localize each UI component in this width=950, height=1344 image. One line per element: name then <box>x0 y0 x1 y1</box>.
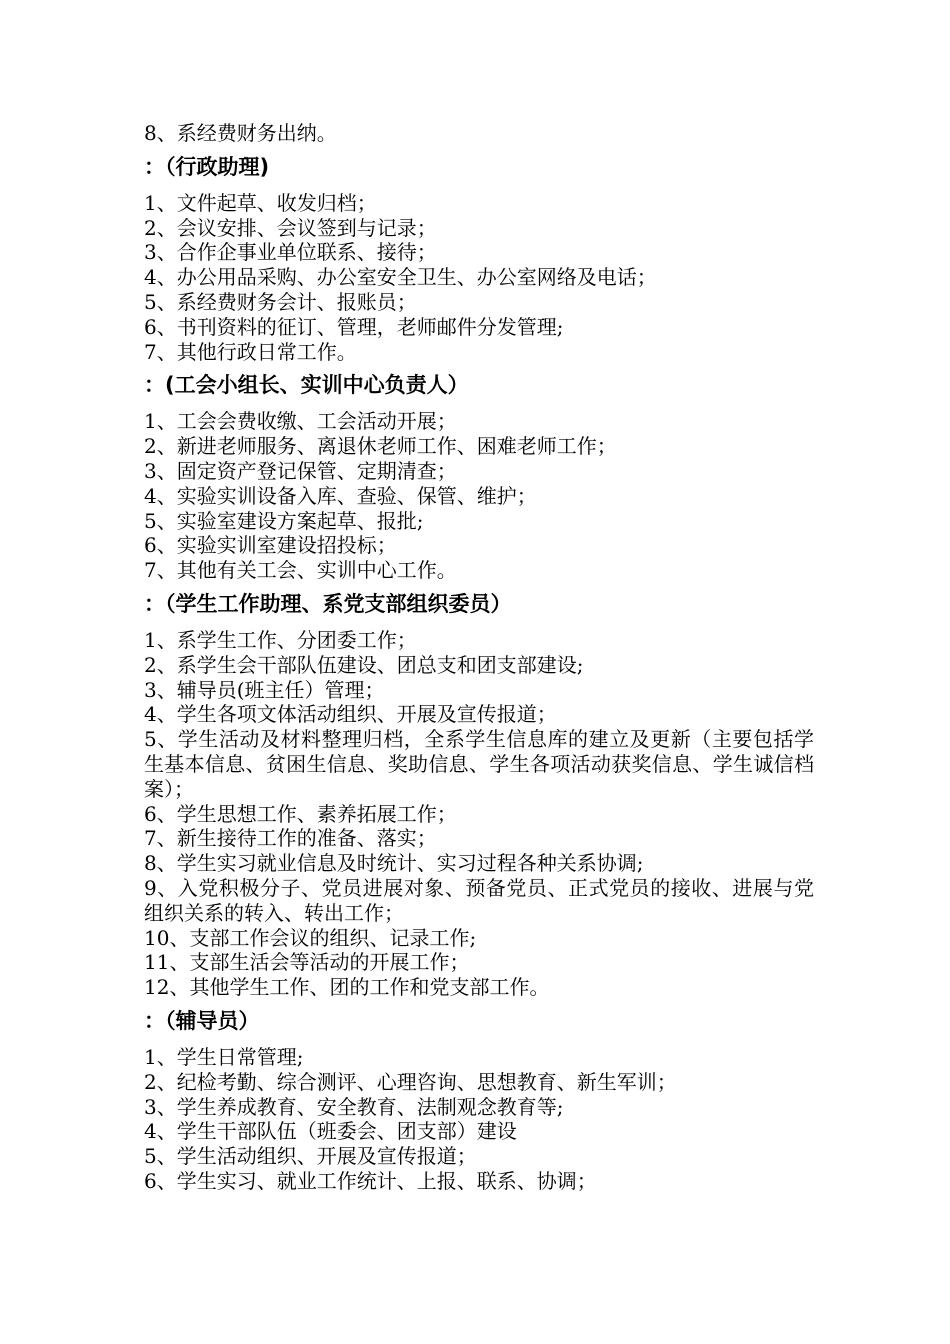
list-item: 5、学生活动组织、开展及宣传报道； <box>144 1144 477 1169</box>
list-item: 6、学生思想工作、素养拓展工作； <box>144 801 457 826</box>
list-item: 6、书刊资料的征订、管理，老师邮件分发管理; <box>144 314 564 339</box>
section-union-training <box>144 370 814 583</box>
list-item: 4、学生各项文体活动组织、开展及宣传报道； <box>144 702 557 727</box>
section-admin-assistant <box>144 152 814 365</box>
list-item: 8、学生实习就业信息及时统计、实习过程各种关系协调; <box>144 851 644 876</box>
section-heading: ：(工会小组长、实训中心负责人） <box>144 373 469 398</box>
list-item: 2、纪检考勤、综合测评、心理咨询、思想教育、新生军训； <box>144 1069 677 1094</box>
section-heading: ：（学生工作助理、系党支部组织委员） <box>144 591 512 616</box>
section-counselor <box>144 1006 814 1194</box>
list-item: 9、入党积极分子、党员进展对象、预备党员、正式党员的接收、进展与党组织关系的转入、转出工作； <box>144 875 814 925</box>
list-item: 5、学生活动及材料整理归档，全系学生信息库的建立及更新（主要包括学生基本信息、贫困生信息、奖助信息、学生各项活动获奖信息、学生诚信档案）； <box>144 727 814 801</box>
section-heading: ：（辅导员） <box>144 1008 260 1033</box>
list-item: 1、系学生工作、分团委工作； <box>144 627 417 652</box>
list-item: 11、支部生活会等活动的开展工作； <box>144 950 470 975</box>
section-student-affairs <box>144 589 814 1000</box>
list-item: 3、固定资产登记保管、定期清查； <box>144 458 457 483</box>
list-item: 5、实验室建设方案起草、报批; <box>144 508 424 533</box>
list-item: 1、工会会费收缴、工会活动开展； <box>144 409 457 434</box>
document-page <box>144 121 814 1194</box>
list-item: 3、学生养成教育、安全教育、法制观念教育等; <box>144 1094 564 1119</box>
list-item: 6、学生实习、就业工作统计、上报、联系、协调； <box>144 1168 597 1193</box>
list-item: 5、系经费财务会计、报账员； <box>144 289 417 314</box>
list-item: 7、其他有关工会、实训中心工作。 <box>144 558 457 583</box>
list-item: 3、合作企事业单位联系、接待； <box>144 240 437 265</box>
list-item: 6、实验实训室建设招投标； <box>144 533 397 558</box>
list-item: 12、其他学生工作、团的工作和党支部工作。 <box>144 975 550 1000</box>
list-item: 7、新生接待工作的准备、落实； <box>144 826 437 851</box>
list-item: 1、文件起草、收发归档； <box>144 190 377 215</box>
list-item: 4、办公用品采购、办公室安全卫生、办公室网络及电话； <box>144 265 657 290</box>
list-item: 4、实验实训设备入库、查验、保管、维护； <box>144 483 537 508</box>
intro-line: 8、系经费财务出纳。 <box>144 121 337 145</box>
list-item: 3、辅导员(班主任）管理； <box>144 677 385 702</box>
list-item: 7、其他行政日常工作。 <box>144 339 357 364</box>
list-item: 10、支部工作会议的组织、记录工作; <box>144 925 477 950</box>
list-item: 2、新进老师服务、离退休老师工作、困难老师工作； <box>144 434 617 459</box>
list-item: 1、学生日常管理; <box>144 1044 304 1069</box>
section-heading: ：（行政助理) <box>144 154 270 179</box>
list-item: 2、系学生会干部队伍建设、团总支和团支部建设; <box>144 652 584 677</box>
list-item: 2、会议安排、会议签到与记录； <box>144 215 437 240</box>
list-item: 4、学生干部队伍（班委会、团支部）建设 <box>144 1119 517 1144</box>
